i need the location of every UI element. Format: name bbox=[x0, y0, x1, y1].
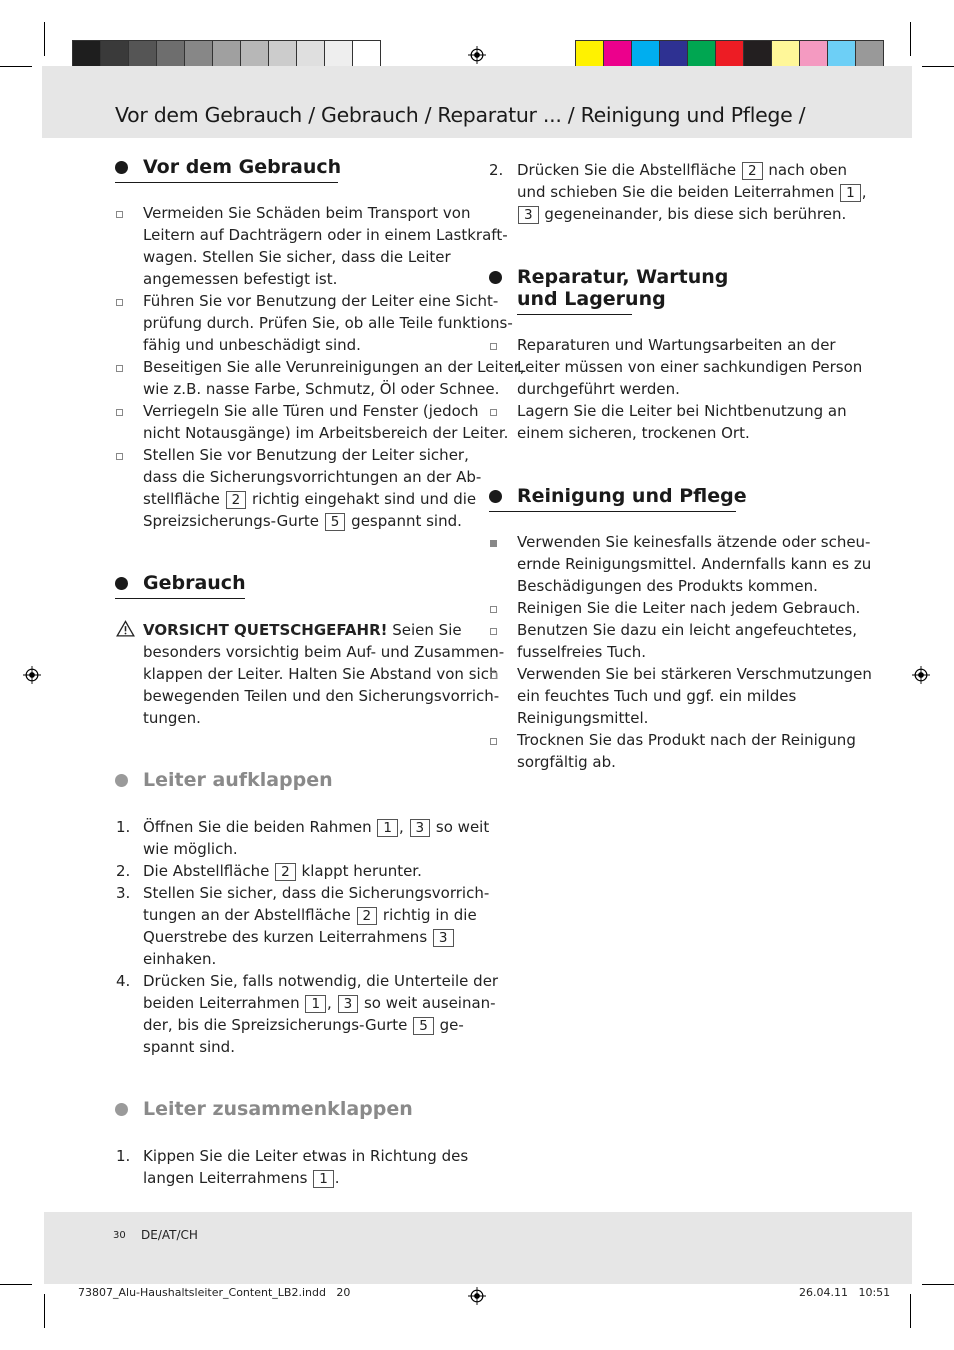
file-slug: 73807_Alu-Haushaltsleiter_Content_LB2.indd 20 bbox=[78, 1286, 351, 1299]
step-text: und schieben Sie die beiden Leiterrahmen 1 , bbox=[517, 183, 867, 201]
list-item-text: Führen Sie vor Benutzung der Leiter eine Sicht- bbox=[143, 292, 499, 310]
part-ref-2: 2 bbox=[357, 907, 378, 925]
warning-text: klappen der Leiter. Halten Sie Abstand von sich bbox=[143, 665, 499, 683]
step-number: 2. bbox=[489, 161, 504, 179]
step-text: beiden Leiterrahmen 1 , 3 so weit auseinan- bbox=[143, 994, 496, 1012]
warning-text: VORSICHT QUETSCHGEFAHR! Seien Sie bbox=[143, 621, 462, 639]
color-swatch bbox=[855, 40, 884, 69]
step-text: Querstrebe des kurzen Leiterrahmens 3 bbox=[143, 926, 455, 948]
color-swatch bbox=[603, 40, 632, 69]
part-ref-5: 5 bbox=[413, 1017, 434, 1035]
step-text: einhaken. bbox=[143, 950, 217, 968]
registration-mark-icon bbox=[468, 1287, 486, 1305]
step-number: 1. bbox=[116, 1147, 131, 1165]
part-ref-1: 1 bbox=[313, 1170, 334, 1188]
color-swatch bbox=[827, 40, 856, 69]
heading-gebrauch: Gebrauch bbox=[143, 572, 246, 594]
part-ref-1: 1 bbox=[377, 819, 398, 837]
color-swatch bbox=[352, 40, 381, 69]
color-swatch bbox=[268, 40, 297, 69]
step-text: der, bis die Spreizsicherungs-Gurte 5 ge- bbox=[143, 1016, 464, 1034]
list-item-text: Verriegeln Sie alle Türen und Fenster (jedoch bbox=[143, 402, 479, 420]
step-text: langen Leiterrahmens 1 . bbox=[143, 1169, 340, 1187]
registration-mark-icon bbox=[23, 666, 41, 684]
list-item-text: Reinigen Sie die Leiter nach jedem Gebrauch. bbox=[517, 599, 861, 617]
color-swatch bbox=[240, 40, 269, 69]
color-swatch bbox=[771, 40, 800, 69]
list-bullet-icon bbox=[490, 409, 497, 416]
list-item-text: wie z.B. nasse Farbe, Schmutz, Öl oder Schnee. bbox=[143, 380, 500, 398]
heading-reparatur-line2: und Lagerung bbox=[517, 288, 666, 310]
list-item-text: ernde Reinigungsmittel. Andernfalls kann es zu bbox=[517, 555, 872, 573]
step-text: Die Abstellfläche 2 klappt herunter. bbox=[143, 862, 422, 880]
color-swatch bbox=[184, 40, 213, 69]
list-item-text: prüfung durch. Prüfen Sie, ob alle Teile funktions- bbox=[143, 314, 513, 332]
step-text: Stellen Sie sicher, dass die Sicherungsvorrich- bbox=[143, 884, 490, 902]
list-item-text: Vermeiden Sie Schäden beim Transport von bbox=[143, 204, 471, 222]
part-ref-3: 3 bbox=[433, 929, 454, 947]
heading-leiter-aufklappen: Leiter aufklappen bbox=[143, 769, 333, 791]
list-item-text: wagen. Stellen Sie sicher, dass die Leiter bbox=[143, 248, 451, 266]
list-bullet-icon bbox=[490, 672, 497, 679]
part-ref-3: 3 bbox=[338, 995, 359, 1013]
list-item-text: Benutzen Sie dazu ein leicht angefeuchtetes, bbox=[517, 621, 857, 639]
list-item-text: nicht Notausgänge) im Arbeitsbereich der Leiter. bbox=[143, 424, 509, 442]
list-item-text: Beseitigen Sie alle Verunreinigungen an der Leiter, bbox=[143, 358, 525, 376]
warning-text: tungen. bbox=[143, 709, 201, 727]
color-swatch bbox=[659, 40, 688, 69]
color-swatch bbox=[575, 40, 604, 69]
list-item-text: stellfläche 2 richtig eingehakt sind und die bbox=[143, 490, 477, 508]
section-bullet-icon bbox=[115, 774, 128, 787]
part-ref-5: 5 bbox=[325, 513, 346, 531]
list-item-text: Verwenden Sie keinesfalls ätzende oder scheu- bbox=[517, 533, 871, 551]
list-bullet-icon bbox=[490, 738, 497, 745]
heading-reinigung: Reinigung und Pflege bbox=[517, 485, 747, 507]
step-number: 4. bbox=[116, 972, 131, 990]
color-swatch bbox=[799, 40, 828, 69]
list-item-text: ein feuchtes Tuch und ggf. ein mildes bbox=[517, 687, 797, 705]
color-swatch bbox=[324, 40, 353, 69]
section-bullet-icon bbox=[115, 161, 128, 174]
warning-text: besonders vorsichtig beim Auf- und Zusammen- bbox=[143, 643, 505, 661]
list-bullet-icon bbox=[116, 409, 123, 416]
list-item-text: angemessen befestigt ist. bbox=[143, 270, 338, 288]
heading-underline bbox=[115, 182, 338, 183]
color-swatch bbox=[715, 40, 744, 69]
list-bullet-filled-icon bbox=[490, 540, 497, 547]
registration-mark-icon bbox=[468, 46, 486, 64]
color-swatch bbox=[72, 40, 101, 69]
part-ref-2: 2 bbox=[742, 162, 763, 180]
step-number: 2. bbox=[116, 862, 131, 880]
header-band bbox=[42, 66, 912, 138]
list-item-text: fusselfreies Tuch. bbox=[517, 643, 647, 661]
step-text: Kippen Sie die Leiter etwas in Richtung des bbox=[143, 1147, 469, 1165]
registration-mark-icon bbox=[912, 666, 930, 684]
list-item-text: Beschädigungen des Produkts kommen. bbox=[517, 577, 818, 595]
step-text: Drücken Sie die Abstellfläche 2 nach oben bbox=[517, 161, 847, 179]
part-ref-3: 3 bbox=[518, 206, 539, 224]
color-swatch bbox=[631, 40, 660, 69]
list-item-text: fähig und unbeschädigt sind. bbox=[143, 336, 361, 354]
warning-text: bewegenden Teilen und den Sicherungsvorrich- bbox=[143, 687, 500, 705]
color-swatch bbox=[100, 40, 129, 69]
list-item-text: Verwenden Sie bei stärkeren Verschmutzungen bbox=[517, 665, 872, 683]
color-swatch bbox=[128, 40, 157, 69]
list-bullet-icon bbox=[490, 628, 497, 635]
part-ref-2: 2 bbox=[275, 863, 296, 881]
list-item-text: einem sicheren, trockenen Ort. bbox=[517, 424, 750, 442]
print-timestamp: 26.04.11 10:51 bbox=[799, 1286, 891, 1299]
heading-leiter-zusammenklappen: Leiter zusammenklappen bbox=[143, 1098, 413, 1120]
heading-underline bbox=[489, 511, 736, 512]
warning-triangle-icon bbox=[116, 620, 135, 637]
step-number: 3. bbox=[116, 884, 131, 902]
section-bullet-icon bbox=[115, 577, 128, 590]
list-bullet-icon bbox=[116, 299, 123, 306]
step-text: tungen an der Abstellfläche 2 richtig in die bbox=[143, 906, 477, 924]
language-label: DE/AT/CH bbox=[141, 1228, 198, 1242]
list-item-text: Leitern auf Dachträgern oder in einem Lastkraft- bbox=[143, 226, 508, 244]
heading-underline bbox=[115, 598, 245, 599]
list-item-text: Lagern Sie die Leiter bei Nichtbenutzung an bbox=[517, 402, 847, 420]
list-item-text: durchgeführt werden. bbox=[517, 380, 680, 398]
list-item-text: Spreizsicherungs-Gurte 5 gespannt sind. bbox=[143, 512, 462, 530]
list-item-text: sorgfältig ab. bbox=[517, 753, 616, 771]
color-swatch bbox=[687, 40, 716, 69]
list-item-text: Stellen Sie vor Benutzung der Leiter sicher, bbox=[143, 446, 469, 464]
color-swatch bbox=[212, 40, 241, 69]
list-bullet-icon bbox=[490, 343, 497, 350]
section-bullet-icon bbox=[489, 271, 502, 284]
list-item-text: Reinigungsmittel. bbox=[517, 709, 649, 727]
heading-vor-dem-gebrauch: Vor dem Gebrauch bbox=[143, 156, 342, 178]
part-ref-1: 1 bbox=[305, 995, 326, 1013]
list-bullet-icon bbox=[116, 211, 123, 218]
footer-band bbox=[44, 1212, 912, 1284]
part-ref-2: 2 bbox=[226, 491, 247, 509]
part-ref-1: 1 bbox=[840, 184, 861, 202]
step-text: spannt sind. bbox=[143, 1038, 235, 1056]
list-item-text: Leiter müssen von einer sachkundigen Person bbox=[517, 358, 863, 376]
step-text: Öffnen Sie die beiden Rahmen 1 , 3 so weit bbox=[143, 818, 490, 836]
step-text: wie möglich. bbox=[143, 840, 238, 858]
page-number: 30 bbox=[113, 1230, 126, 1241]
color-swatch bbox=[743, 40, 772, 69]
list-bullet-icon bbox=[116, 453, 123, 460]
color-swatch bbox=[296, 40, 325, 69]
list-item-text: Reparaturen und Wartungsarbeiten an der bbox=[517, 336, 836, 354]
step-text: Drücken Sie, falls notwendig, die Unterteile der bbox=[143, 972, 499, 990]
heading-reparatur: Reparatur, Wartung bbox=[517, 266, 729, 288]
list-bullet-icon bbox=[490, 606, 497, 613]
page-title: Vor dem Gebrauch / Gebrauch / Reparatur ... / Reinigung und Pflege / bbox=[115, 103, 806, 127]
heading-underline bbox=[517, 314, 632, 315]
step-text: 3 gegeneinander, bis diese sich berühren. bbox=[517, 203, 846, 225]
list-bullet-icon bbox=[116, 365, 123, 372]
part-ref-3: 3 bbox=[410, 819, 431, 837]
section-bullet-icon bbox=[115, 1103, 128, 1116]
list-item-text: Trocknen Sie das Produkt nach der Reinigung bbox=[517, 731, 856, 749]
list-item-text: dass die Sicherungsvorrichtungen an der Ab- bbox=[143, 468, 482, 486]
step-number: 1. bbox=[116, 818, 131, 836]
section-bullet-icon bbox=[489, 490, 502, 503]
color-swatch bbox=[156, 40, 185, 69]
